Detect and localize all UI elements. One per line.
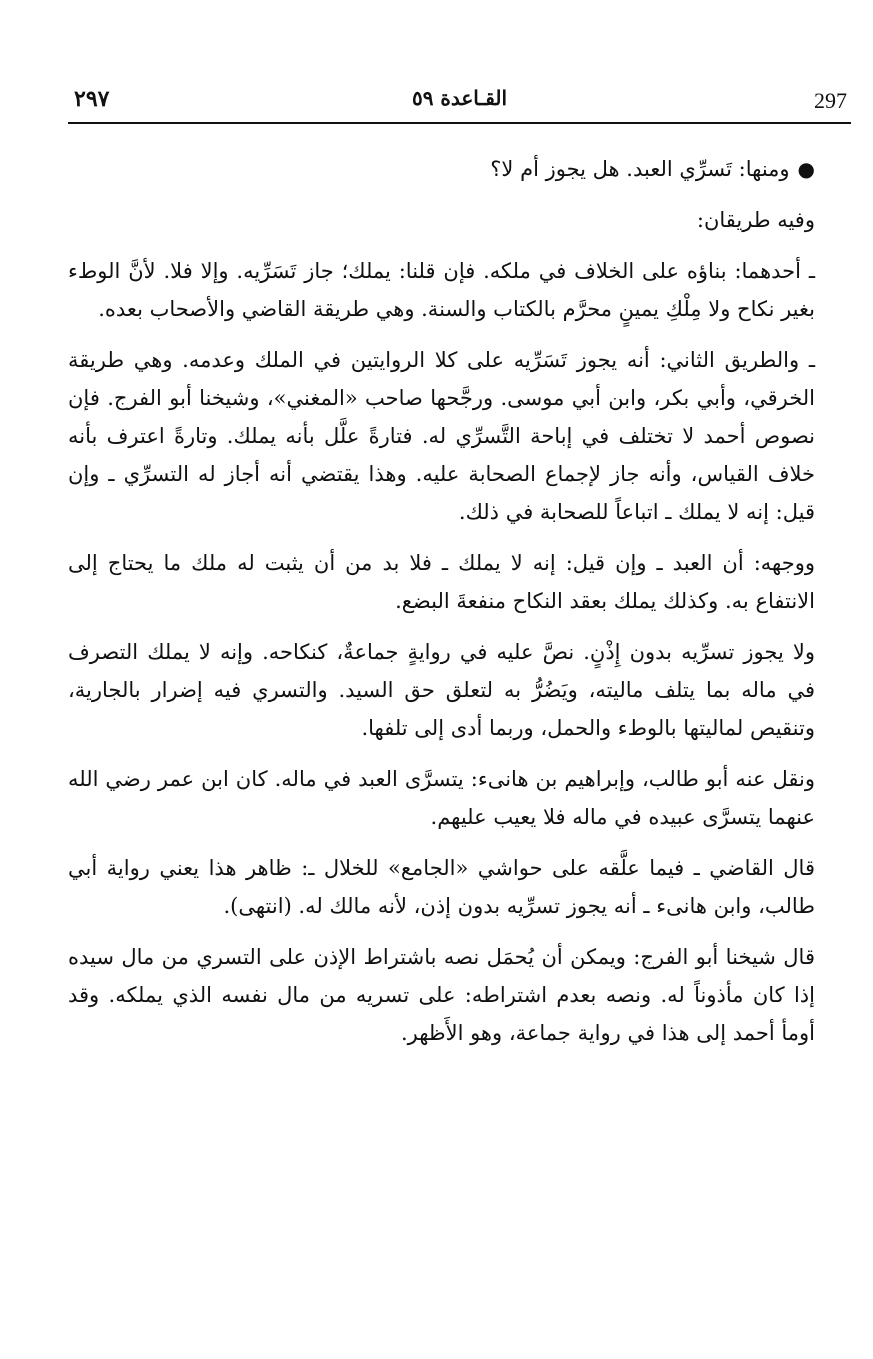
paragraph-1: ـ أحدهما: بناؤه على الخلاف في ملكه. فإن قلنا: يملك؛ جاز تَسَرِّيه. وإلا فلا. لأنَّ الوطء بغير نكاح ولا مِلْكِ يمينٍ محرَّم بالكتاب والسنة. وهي طريقة القاضي والأصحاب بعده.	[68, 259, 815, 321]
page-number-arabic: ٢٩٧	[74, 86, 110, 112]
paragraph-5: ونقل عنه أبو طالب، وإبراهيم بن هانىء: يتسرَّى العبد في ماله. كان ابن عمر رضي الله عنهما يتسرَّى عبيده في ماله فلا يعيب عليهم.	[68, 767, 815, 829]
paragraph-6: قال القاضي ـ فيما علَّقه على حواشي «الجامع» للخلال ـ: ظاهر هذا يعني رواية أبي طالب، وابن هانىء ـ أنه يجوز تسرِّيه بدون إذن، لأنه مالك له. (انتهى).	[68, 856, 815, 918]
page-number-latin: 297	[814, 88, 847, 113]
bullet-icon: ●	[797, 157, 815, 181]
heading-text: ومنها: تَسرِّي العبد. هل يجوز أم لا؟	[490, 157, 790, 181]
main-text	[68, 150, 815, 1065]
section-heading	[68, 150, 815, 188]
paragraph-7: قال شيخنا أبو الفرج: ويمكن أن يُحمَل نصه باشتراط الإذن على التسري من مال سيده إذا كان مأذوناً له. ونصه بعدم اشتراطه: على تسريه من مال نفسه الذي يملكه. وقد أومأ أحمد إلى هذا في رواية جماعة، وهو الأَظهر.	[68, 945, 815, 1045]
running-title: القـاعدة ٥٩	[411, 86, 508, 110]
paragraph-4: ولا يجوز تسرِّيه بدون إِذْنٍ. نصَّ عليه في روايةٍ جماعةٌ، كنكاحه. وإنه لا يملك التصرف في ماله بما يتلف ماليته، ويَضُرُّ به لتعلق حق السيد. والتسري فيه إضرار بالجارية، وتنقيص لماليتها بالوطء والحمل، وربما أدى إلى تلفها.	[68, 640, 815, 740]
intro-line: وفيه طريقان:	[696, 208, 815, 232]
paragraph-2: ـ والطريق الثاني: أنه يجوز تَسَرِّيه على كلا الروايتين في الملك وعدمه. وهي طريقة الخرقي، وأبي بكر، وابن أبي موسى. ورجَّحها صاحب «المغني»، وشيخنا أبو الفرج. فإن نصوص أحمد لا تختلف في إباحة التَّسرِّي له. فتارةً علَّل بأنه يملك. وتارةً اعترف بأنه خلاف القياس، وأنه جاز لإجماع الصحابة عليه. وهذا يقتضي أنه أجاز له التسرِّي ـ وإن قيل: إنه لا يملك ـ اتباعاً للصحابة في ذلك.	[68, 348, 815, 524]
paragraph-3: ووجهه: أن العبد ـ وإن قيل: إنه لا يملك ـ فلا بد من أن يثبت له ملك ما يحتاج إلى الانتفاع به. وكذلك يملك بعقد النكاح منفعةَ البضع.	[68, 551, 815, 613]
page-header	[68, 82, 851, 124]
